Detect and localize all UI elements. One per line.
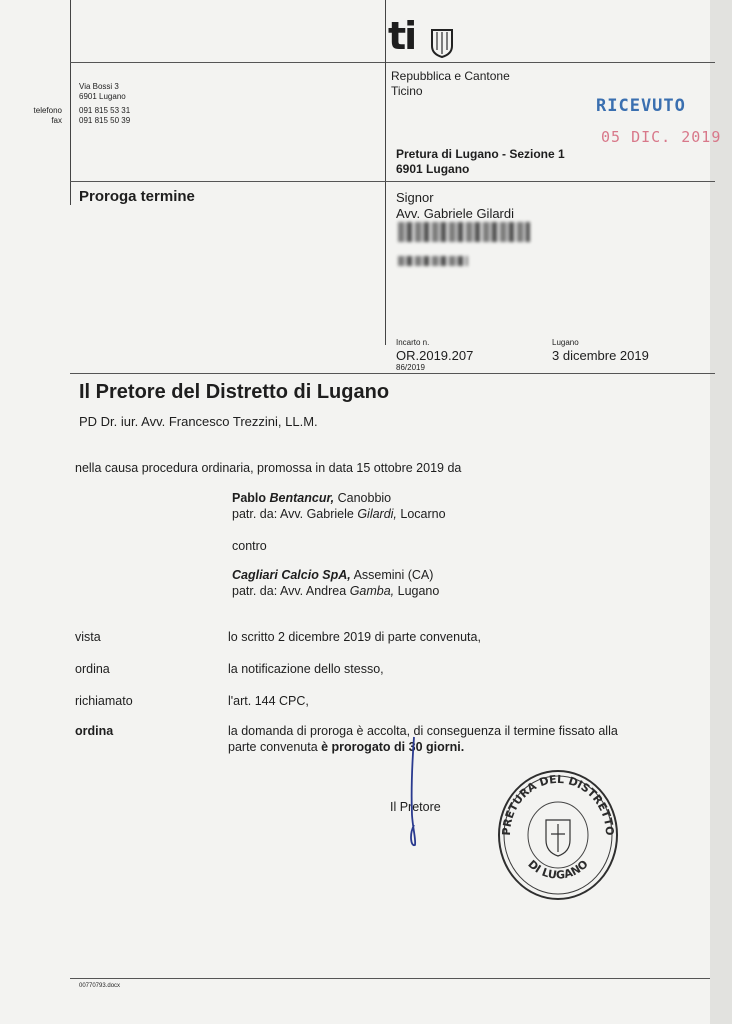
defendant-name: Cagliari Calcio SpA,: [232, 568, 351, 582]
fax-label: fax: [51, 116, 62, 125]
republic-line2: Ticino: [391, 84, 423, 98]
svg-text:DI LUGANO: [525, 858, 590, 882]
versus: contro: [232, 539, 267, 553]
recipient: [396, 190, 514, 222]
page-edge-shadow: [710, 0, 732, 1024]
defendant-counsel-prefix: patr. da: Avv. Andrea: [232, 584, 350, 598]
judge-name: PD Dr. iur. Avv. Francesco Trezzini, LL.M.: [79, 414, 318, 429]
court-city: 6901 Lugano: [396, 162, 470, 176]
clause-text: l'art. 144 CPC,: [228, 694, 309, 708]
clause-label: richiamato: [75, 694, 133, 708]
recipient-name: Avv. Gabriele Gilardi: [396, 206, 515, 221]
received-stamp: RICEVUTO: [596, 96, 686, 116]
footer-filename: 00770793.docx: [79, 983, 121, 989]
letter-date: 3 dicembre 2019: [552, 348, 649, 363]
footer-rule: [70, 978, 710, 979]
document-title: Il Pretore del Distretto di Lugano: [79, 381, 390, 403]
sender-address: [79, 82, 126, 102]
republic-line1: Repubblica e Cantone: [391, 69, 510, 83]
address-street: Via Bossi 3: [79, 82, 119, 91]
final-order-decision: è prorogato di 30 giorni.: [321, 740, 465, 754]
court-line: Pretura di Lugano - Sezione 1: [396, 147, 565, 161]
clause-text: la notificazione dello stesso,: [228, 662, 384, 676]
clause-text: lo scritto 2 dicembre 2019 di parte convenuta,: [228, 630, 481, 644]
plaintiff-counsel-prefix: patr. da: Avv. Gabriele: [232, 507, 358, 521]
fax-number: 091 815 50 39: [79, 116, 131, 125]
plaintiff-counsel-name: Gilardi,: [357, 507, 397, 521]
title-rule: [70, 373, 715, 374]
subject-rule: [70, 181, 715, 182]
handwritten-signature: [398, 735, 428, 850]
final-order-text: [228, 723, 688, 755]
received-date: 05 DIC. 2019: [601, 128, 722, 146]
plaintiff-last-name: Bentancur,: [269, 491, 335, 505]
place-label: Lugano: [552, 338, 579, 347]
case-label: Incarto n.: [396, 338, 430, 347]
case-number: OR.2019.207: [396, 348, 474, 363]
final-order-label: ordina: [75, 724, 114, 738]
final-order-line2: parte convenuta: [228, 740, 322, 754]
clause-label: vista: [75, 630, 101, 644]
logo-text: ti: [388, 14, 416, 58]
contact-numbers: [79, 106, 130, 126]
redacted-address-line1: [398, 222, 530, 242]
signature-label: Il Pretore: [390, 800, 441, 814]
left-vertical-rule: [70, 0, 71, 205]
canton-shield-icon: [430, 28, 454, 58]
seal-bottom-text: DI LUGANO: [525, 857, 591, 882]
intro-text: nella causa procedura ordinaria, promossa in data 15 ottobre 2019 da: [75, 461, 462, 475]
party-plaintiff: [232, 490, 446, 522]
recipient-salutation: Signor: [396, 190, 434, 205]
subject: Proroga termine: [79, 188, 195, 205]
court-name: [396, 147, 565, 177]
defendant-counsel-city: Lugano: [394, 584, 440, 598]
center-vertical-rule: [385, 0, 386, 345]
defendant-city: Assemini (CA): [350, 568, 434, 582]
defendant-counsel-name: Gamba,: [349, 584, 395, 598]
republic-name: [391, 69, 510, 99]
address-city: 6901 Lugano: [79, 92, 126, 101]
plaintiff-first-name: Pablo: [232, 491, 267, 505]
phone-number: 091 815 53 31: [79, 106, 131, 115]
redacted-address-line2: [398, 256, 468, 266]
court-seal: [496, 768, 620, 902]
ticino-logo: [388, 14, 460, 60]
party-defendant: [232, 567, 439, 599]
plaintiff-city: Canobbio: [334, 491, 392, 505]
case-reference: [396, 338, 473, 373]
plaintiff-counsel-city: Locarno: [396, 507, 446, 521]
date-block: [552, 338, 649, 363]
clause-label: ordina: [75, 662, 110, 676]
final-order-line1: la domanda di proroga è accolta, di conseguenza il termine fissato alla: [228, 724, 618, 738]
seal-top-text: PRETURA DEL DISTRETTO: [499, 772, 617, 836]
header-rule: [70, 62, 715, 63]
phone-label: telefono: [33, 106, 62, 115]
case-subnumber: 86/2019: [396, 363, 425, 372]
contact-labels: [30, 106, 62, 126]
